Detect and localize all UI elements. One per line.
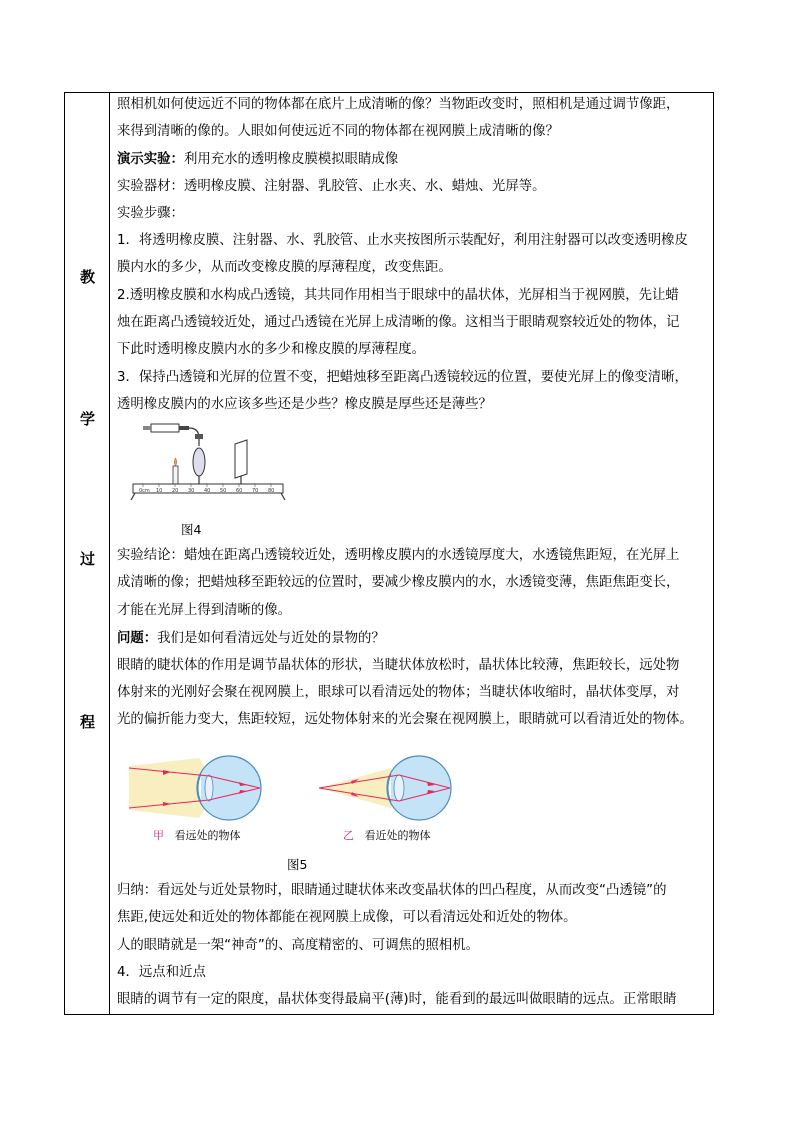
candle	[173, 466, 178, 484]
summary-line-1: 归纳：看远处与近处景物时，眼睛通过睫状体来改变晶状体的凹凸程度，从而改变“凸透镜”的	[117, 883, 667, 898]
step1-line-1: 1．将透明橡皮膜、注射器、水、乳胶管、止水夹按图所示装配好，利用注射器可以改变透明橡皮	[117, 233, 688, 248]
tick-70: 70	[252, 488, 259, 494]
figure-4-caption: 图4	[181, 522, 202, 537]
water-lens	[193, 448, 205, 476]
tick-0: 0cm	[139, 488, 150, 494]
step2-line-2: 烛在距离凸透镜较近处，通过凸透镜在光屏上成清晰的像。这相当于眼睛观察较近处的物体，记	[117, 315, 680, 330]
demo-label: 演示实验：	[117, 152, 184, 167]
camera-analogy-line: 人的眼睛就是一架“神奇”的、高度精密的、可调焦的照相机。	[117, 938, 480, 953]
side-label-4: 程	[79, 713, 95, 731]
conclusion-line-3: 才能在光屏上得到清晰的像。	[117, 603, 292, 618]
section-4-heading: 4．远点和近点	[117, 965, 206, 980]
figure-5-eye-diagrams	[129, 748, 479, 828]
summary-line-2: 焦距,使远处和近处的物体都能在视网膜上成像，可以看清远处和近处的物体。	[117, 910, 577, 925]
light-screen	[235, 440, 247, 478]
tick-40: 40	[204, 488, 211, 494]
demo-text: 利用充水的透明橡皮膜模拟眼睛成像	[183, 152, 399, 167]
left-label-text: 看远处的物体	[174, 829, 241, 842]
tick-30: 30	[188, 488, 195, 494]
side-label-2: 学	[79, 410, 95, 428]
eye-near-diagram	[319, 756, 451, 820]
explain-line-3: 光的偏折能力变大，焦距较短，远处物体射来的光会聚在视网膜上，眼睛就可以看清近处的物体。	[117, 712, 693, 727]
right-marker: 乙	[343, 829, 354, 842]
left-marker: 甲	[153, 829, 164, 842]
step1-line-2: 膜内水的多少，从而改变橡皮膜的厚薄程度，改变焦距。	[117, 260, 452, 275]
conclusion-line-2: 成清晰的像；把蜡烛移至距较远的位置时，要减少橡皮膜内的水，水透镜变薄，焦距焦距变长，	[117, 575, 680, 590]
left-lens	[205, 775, 213, 801]
intro-line-2: 来得到清晰的像的。人眼如何使远近不同的物体都在视网膜上成清晰的像？	[117, 124, 559, 139]
lesson-table	[64, 92, 714, 1015]
figure-5-left-label	[153, 827, 241, 843]
figure-5-caption: 图5	[287, 857, 308, 872]
step2-line-1: 2.透明橡皮膜和水构成凸透镜，其共同作用相当于眼球中的晶状体，光屏相当于视网膜，先让蜡	[117, 288, 679, 303]
candle-flame	[174, 458, 177, 466]
water-clamp	[195, 434, 203, 439]
step3-line-1: 3．保持凸透镜和光屏的位置不变，把蜡烛移至距离凸透镜较远的位置，要使光屏上的像变清晰，	[117, 370, 688, 385]
side-label-3: 过	[79, 550, 95, 568]
syringe-tip	[179, 426, 189, 430]
syringe-plunger	[143, 426, 151, 430]
question-line	[117, 630, 385, 648]
tick-80: 80	[268, 488, 275, 494]
right-label-text: 看近处的物体	[364, 829, 431, 842]
right-lens	[394, 775, 404, 801]
syringe-barrel	[151, 424, 179, 432]
eye-distant-diagram	[129, 756, 261, 820]
figure-4-apparatus	[129, 420, 289, 502]
figure-5-right-label	[343, 827, 431, 843]
conclusion-line-1: 实验结论：蜡烛在距离凸透镜较近处，透明橡皮膜内的水透镜厚度大，水透镜焦距短，在光屏上	[117, 548, 680, 563]
side-label-1: 教	[79, 268, 95, 286]
tick-60: 60	[236, 488, 243, 494]
intro-line-1: 照相机如何使远近不同的物体都在底片上成清晰的像？当物距改变时，照相机是通过调节像距，	[117, 97, 680, 112]
steps-title: 实验步骤：	[117, 206, 184, 221]
section-label-column	[65, 93, 110, 1014]
step2-line-3: 下此时透明橡皮膜内水的多少和橡皮膜的厚薄程度。	[117, 342, 425, 357]
question-label: 问题：	[117, 631, 158, 646]
demo-experiment	[117, 151, 398, 169]
tick-10: 10	[156, 488, 163, 494]
question-text: 我们是如何看清远处与近处的景物的？	[157, 631, 385, 646]
tick-50: 50	[220, 488, 227, 494]
equipment-line: 实验器材：透明橡皮膜、注射器、乳胶管、止水夹、水、蜡烛、光屏等。	[117, 179, 546, 194]
explain-line-2: 体射来的光刚好会聚在视网膜上，眼球可以看清远处的物体；当睫状体收缩时，晶状体变厚，对	[117, 685, 680, 700]
explain-line-1: 眼睛的睫状体的作用是调节晶状体的形状，当睫状体放松时，晶状体比较薄，焦距较长，远处物	[117, 658, 680, 673]
far-point-line: 眼睛的调节有一定的限度，晶状体变得最扁平(薄)时，能看到的最远叫做眼睛的远点。正常眼睛	[117, 992, 677, 1007]
step3-line-2: 透明橡皮膜内的水应该多些还是少些？橡皮膜是厚些还是薄些？	[117, 397, 492, 412]
tick-20: 20	[172, 488, 179, 494]
